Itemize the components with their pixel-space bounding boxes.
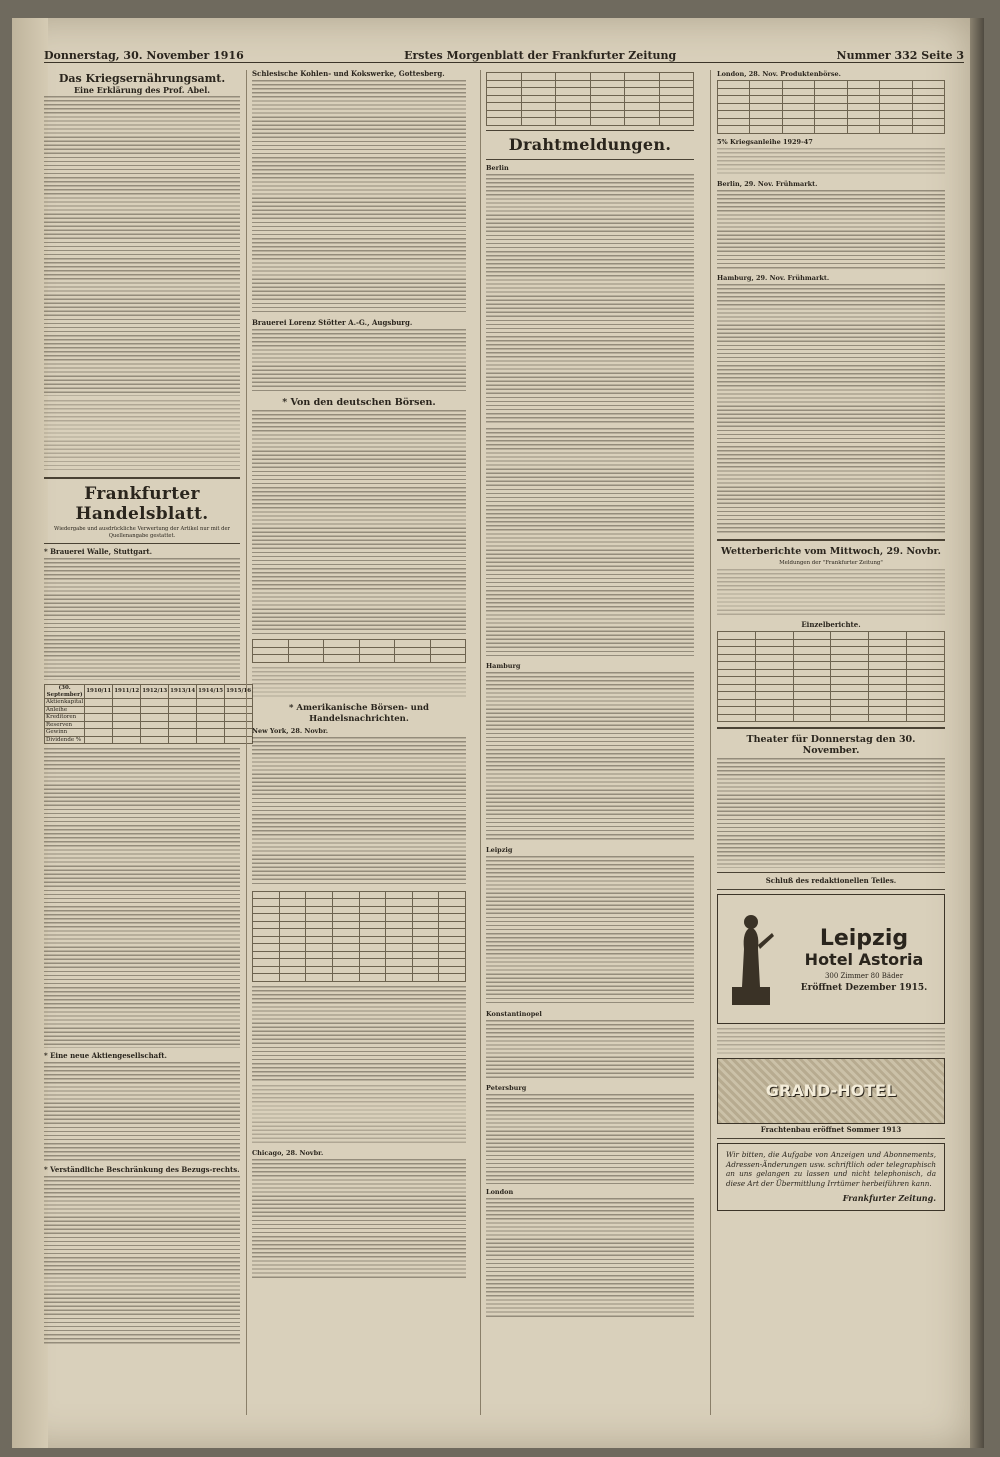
dateline: Chicago, 28. Novbr. [252,1148,324,1157]
dateline: Hamburg [486,661,521,670]
article-text [486,428,694,658]
weather-title: Wetterberichte vom Mittwoch, 29. Novbr. [721,545,941,557]
article-text [44,558,240,680]
ad-hotel-astoria [717,894,945,1024]
weather-table [717,631,945,722]
kriegsanleihe-line: 5% Kriegsanleihe 1929-47 [717,137,813,146]
page-header [44,40,964,63]
dateline: London, 28. Nov. Produktenbörse. [717,70,841,78]
divider [44,543,240,544]
table-header-row: (30. September) 1910/11 1911/12 1912/13 1913/14 1914/15 1915/16 [45,685,253,699]
table-row: Reserven [45,721,253,729]
dateline: Petersburg [486,1083,527,1092]
article-text [486,856,694,1006]
headline-ernaehrungsamt: Das Kriegsernährungsamt. [58,72,226,85]
ad-rooms: 300 Zimmer 80 Bäder [824,971,904,980]
headline-drahtmeldungen: Drahtmeldungen. [508,134,672,154]
divider [717,727,945,729]
article-text [252,1085,466,1145]
article-text [252,329,466,393]
divider [717,539,945,541]
page-gutter [12,18,48,1448]
article-text [44,1062,240,1162]
section-deutsche-boersen: * Von den deutschen Börsen. [282,397,436,409]
header-date: Donnerstag, 30. November 1916 [44,49,244,62]
article-text [717,284,945,534]
masthead-note: Wiedergabe und ausdrückliche Verwertung der Artikel nur mit der Quellenangabe gestattet. [53,526,231,539]
article-title: Schlesische Kohlen- und Kokswerke, Gottesberg. [252,69,445,78]
dateline: Konstantinopel [486,1009,542,1018]
divider [717,1138,945,1139]
statue-icon [722,909,780,1009]
article-text [252,737,466,887]
article-text [717,190,945,270]
column-4 [710,70,945,1415]
notice-signature: Frankfurter Zeitung. [842,1193,936,1204]
dateline: New York, 28. Novbr. [252,726,329,735]
article-text [44,96,240,396]
stock-table [252,891,466,982]
subheadline-abel: Eine Erklärung des Prof. Abel. [73,85,211,95]
divider [44,477,240,479]
section-amerikanische-boersen: * Amerikanische Börsen- und Handelsnachrichten. [289,702,429,724]
article-text [486,1198,694,1318]
article-title: Brauerei Lorenz Stötter A.-G., Augsburg. [252,318,413,328]
article-text [44,400,240,472]
subscriber-notice [717,1143,945,1211]
notice-text: Wir bitten, die Aufgabe von Anzeigen und Abonnements, Adressen-Änderungen usw. schriftlich oder telegraphisch an uns gelangen zu lassen und nicht telephonisch, da diese Art der Übermittlung Irrtümer herbeiführen kann. [726,1150,936,1188]
weather-text [717,569,945,617]
article-text [252,667,466,699]
london-table [717,80,945,134]
dateline: Leipzig [486,845,513,854]
balance-table [44,684,253,744]
ad-opened: Eröffnet Dezember 1915. [800,982,928,993]
end-note: Schluß des redaktionellen Teiles. [765,876,897,886]
dateline: Berlin [486,163,509,172]
ad-note: Frachtenbau eröffnet Sommer 1913 [760,1125,902,1135]
article-text [486,174,694,424]
header-masthead: Erstes Morgenblatt der Frankfurter Zeitung [404,49,677,62]
divider [717,889,945,890]
ad-city: Leipzig [819,925,909,951]
article-text [486,1094,694,1184]
article-text [486,672,694,842]
article-title: * Verständliche Beschränkung des Bezugs-rechts. [44,1165,240,1175]
article-text [486,1020,694,1080]
article-title: * Eine neue Aktiengesellschaft. [44,1051,167,1061]
article-text [252,1159,466,1279]
divider [717,872,945,873]
grain-table [486,72,694,126]
weather-subtitle: Einzelberichte. [801,619,861,629]
ad-hotel-name: Hotel Astoria [804,949,924,969]
article-text [252,80,466,315]
price-table [252,639,466,663]
table-row: Kreditoren [45,714,253,722]
theater-title: Theater für Donnerstag den 30. November. [746,734,916,757]
page-edge [970,18,984,1448]
ad-text [717,1028,945,1054]
column-3 [480,70,694,1415]
header-page-number: Nummer 332 Seite 3 [836,49,964,62]
article-text [252,410,466,635]
dateline: Hamburg, 29. Nov. Frühmarkt. [717,273,830,282]
weather-note: Meldungen der "Frankfurter Zeitung" [779,559,883,566]
divider [486,130,694,131]
table-row: Aktienkapital [45,699,253,707]
article-text [252,986,466,1081]
dateline: London [486,1187,514,1196]
theater-listings [717,758,945,868]
table-row: Gewinn [45,729,253,737]
article-text [44,1176,240,1346]
masthead-handelsblatt: Frankfurter Handelsblatt. [75,484,209,525]
column-1 [44,70,252,1415]
ad-grand-hotel: GRAND-HOTEL [717,1058,945,1124]
table-row: Dividende % [45,736,253,744]
column-2 [246,70,466,1415]
article-text [717,148,945,176]
dateline: Berlin, 29. Nov. Frühmarkt. [717,179,818,188]
article-text [44,748,240,1048]
divider [486,159,694,160]
article-title: * Brauerei Walle, Stuttgart. [44,547,153,557]
table-row: Anleihe [45,706,253,714]
